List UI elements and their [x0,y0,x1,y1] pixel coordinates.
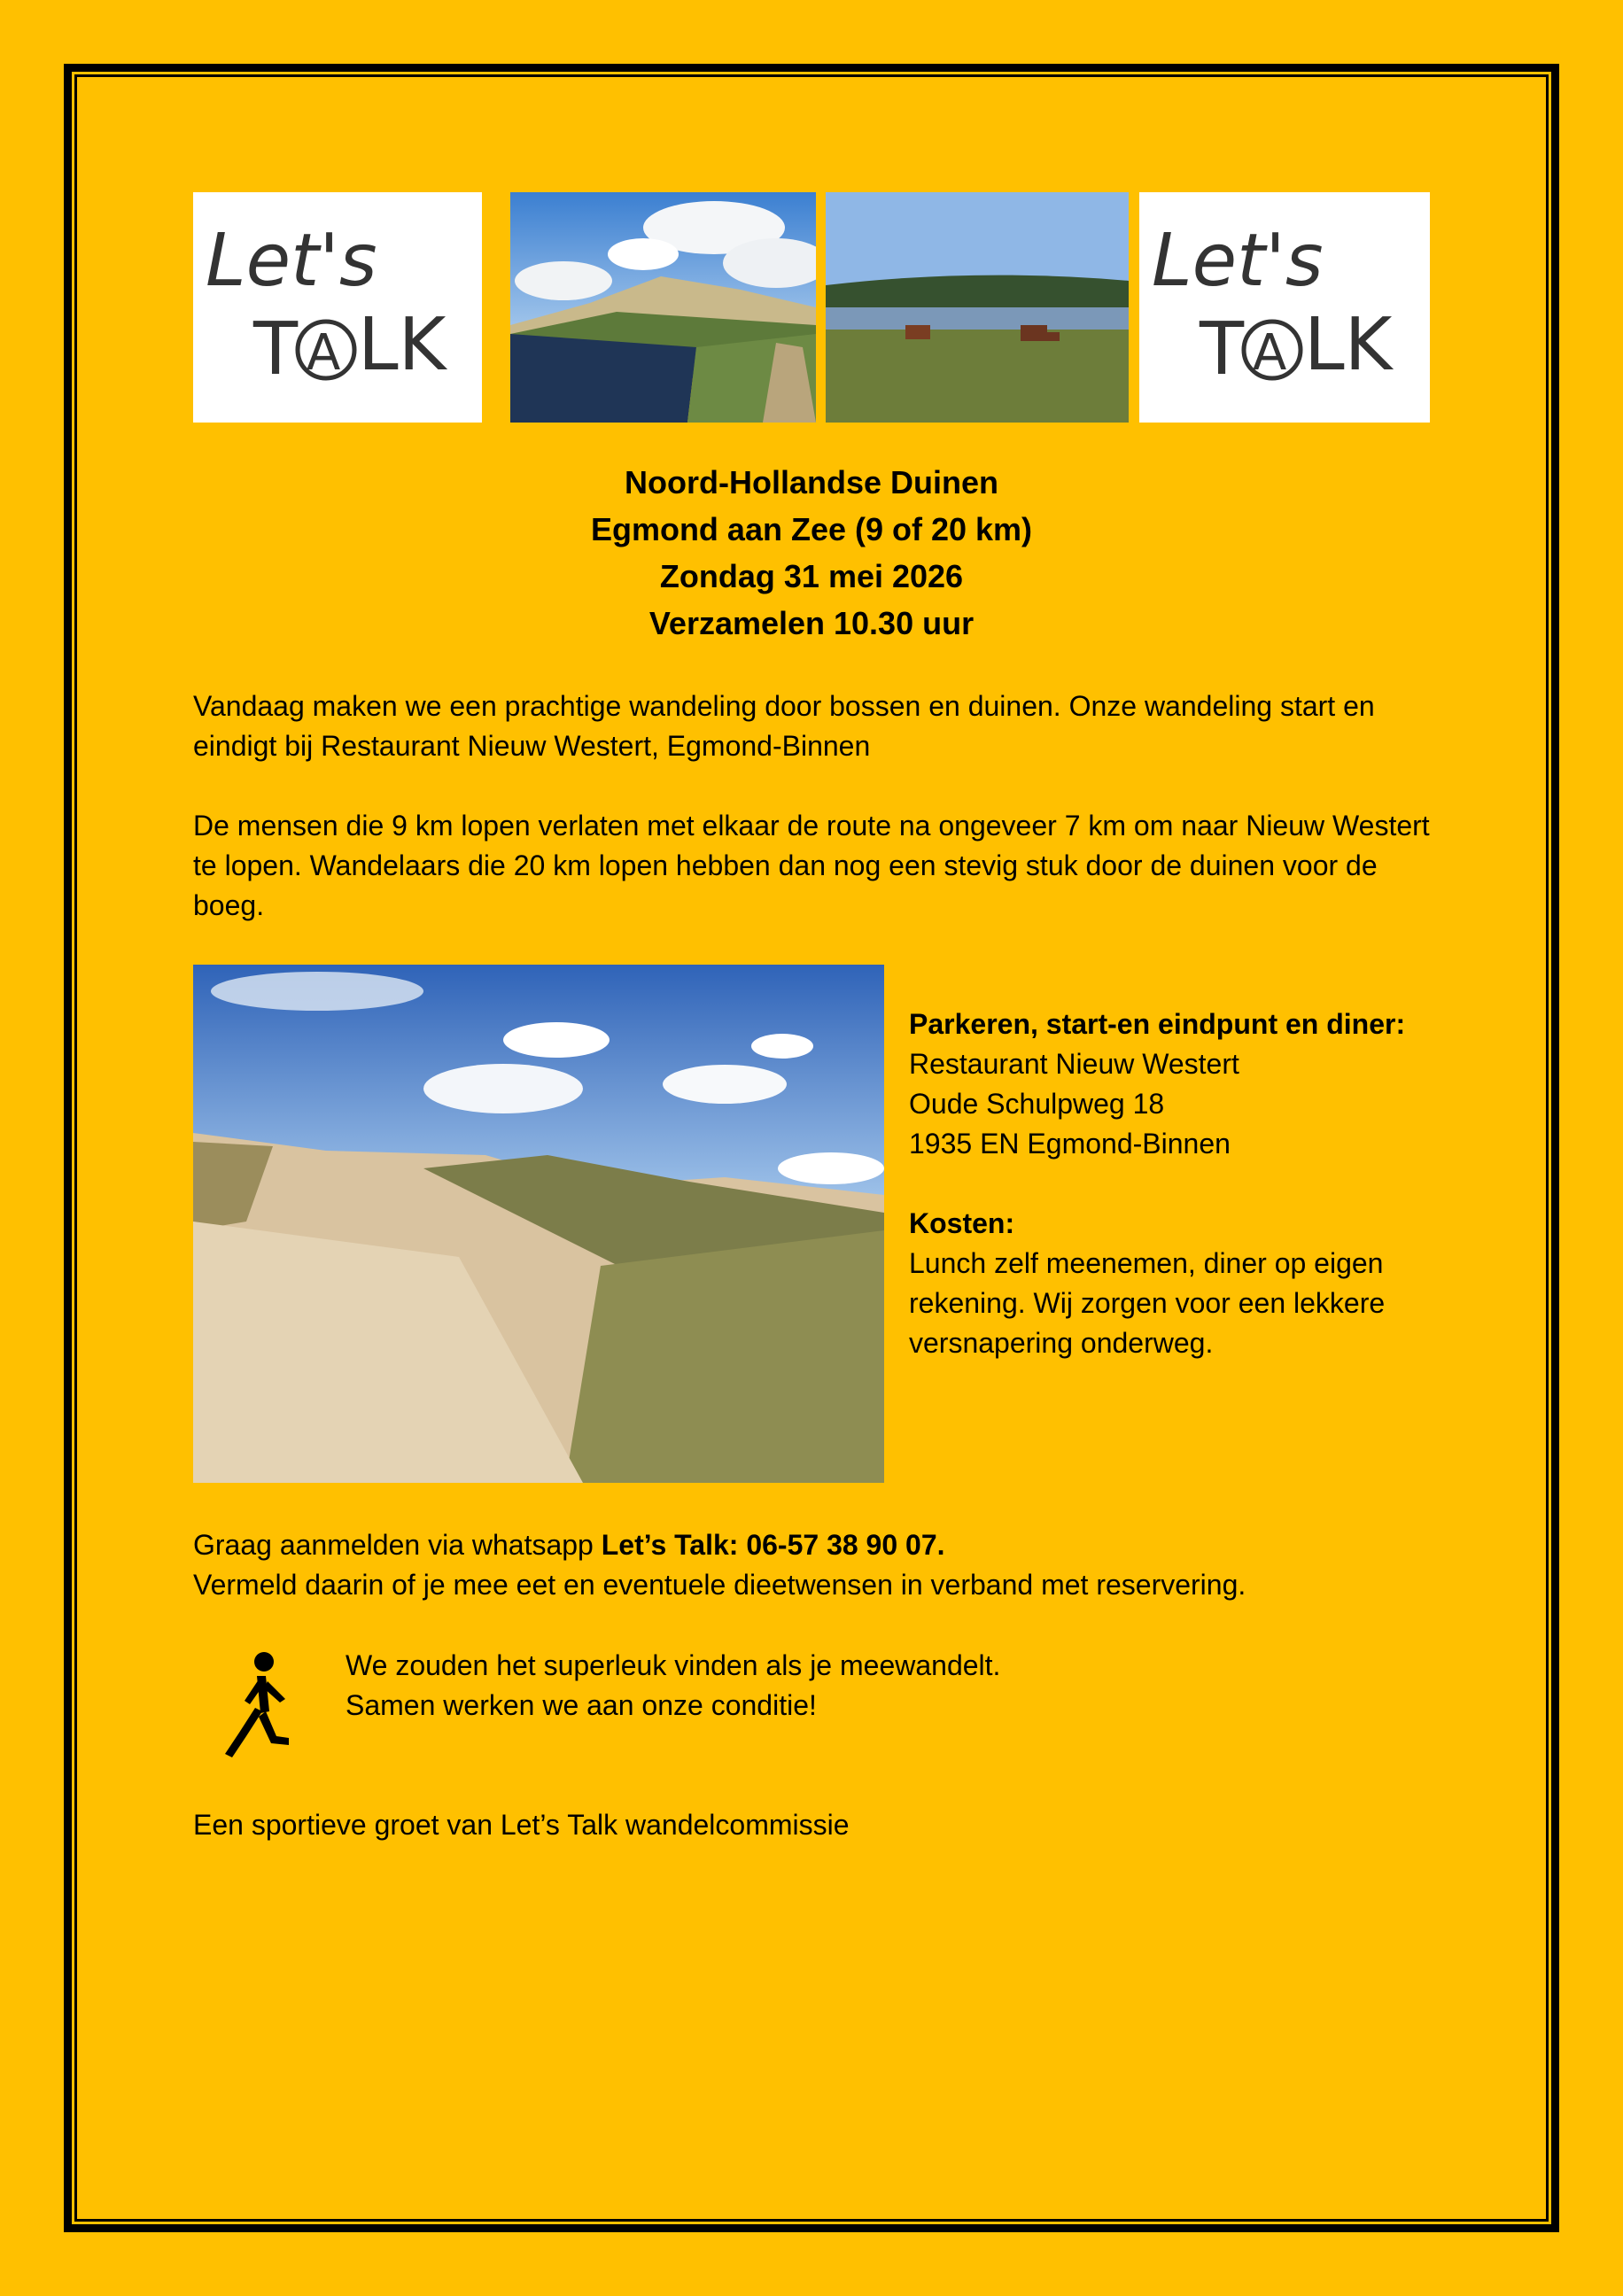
logo-letters-lk: LK [1304,303,1393,387]
cattle-lake-photo [826,192,1129,423]
restaurant-city: 1935 EN Egmond-Binnen [909,1128,1231,1160]
lets-talk-logo-left [193,192,482,423]
cost-text: Lunch zelf meenemen, diner op eigen rekening. Wij zorgen voor een lekkere versnapering onderweg. [909,1247,1386,1359]
signup-contact: Let’s Talk: 06-57 38 90 07. [601,1529,945,1561]
logo-letter-a: A [307,324,341,382]
walking-person-icon [213,1649,301,1763]
restaurant-street: Oude Schulpweg 18 [909,1088,1165,1120]
walk-line-1: We zouden het superleuk vinden als je meewandelt. [346,1649,1001,1681]
event-heading [193,459,1430,647]
closing-line: Een sportieve groet van Let’s Talk wandelcommissie [193,1809,850,1841]
logo-word-lets: Let's [1152,219,1324,303]
banner-images [193,192,1430,423]
logo-letter-t: T [1200,307,1245,392]
walk-line-2: Samen werken we aan onze conditie! [346,1689,817,1721]
event-info-block [909,1004,1441,1363]
logo-letter-t: T [253,307,299,392]
signup-note: Vermeld daarin of je mee eet en eventuele dieetwensen in verband met reservering. [193,1569,1246,1601]
intro-paragraph-2: De mensen die 9 km lopen verlaten met elkaar de route na ongeveer 7 km om naar Nieuw Westert te lopen. Wandelaars die 20 km lopen hebben dan nog een stevig stuk door de duinen voor de boeg. [193,810,1430,921]
dune-photo [193,965,884,1483]
heading-location: Egmond aan Zee (9 of 20 km) [590,511,1033,547]
logo-word-lets: Let's [206,219,377,303]
parking-label: Parkeren, start-en eindpunt en diner: [909,1008,1406,1040]
restaurant-name: Restaurant Nieuw Westert [909,1048,1239,1080]
heading-date: Zondag 31 mei 2026 [659,558,964,594]
lets-talk-logo-right [1139,192,1430,423]
logo-letters-lk: LK [358,303,447,387]
lake-dune-photo [510,192,816,423]
heading-meeting-time: Verzamelen 10.30 uur [648,605,975,641]
cost-label: Kosten: [909,1207,1015,1239]
signup-paragraph [193,1525,1430,1605]
intro-paragraph-1: Vandaag maken we een prachtige wandeling door bossen en duinen. Onze wandeling start en eindigt bij Restaurant Nieuw Westert, Egmond-Binnen [193,690,1375,762]
walk-invitation [346,1646,1320,1726]
signup-prefix: Graag aanmelden via whatsapp [193,1529,602,1561]
heading-title: Noord-Hollandse Duinen [625,464,998,500]
logo-letter-a: A [1253,324,1287,382]
